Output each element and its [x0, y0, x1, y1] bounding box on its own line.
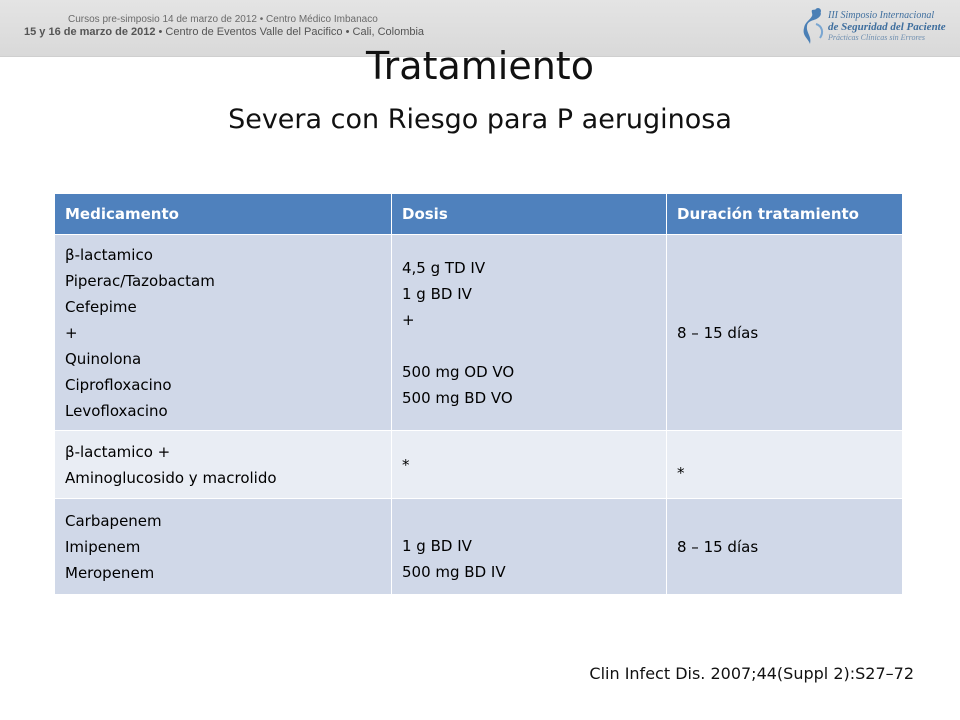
cell-dosis — [392, 235, 667, 431]
med-line: + — [65, 323, 78, 342]
dose-line: + — [402, 310, 415, 329]
banner-dates: 15 y 16 de marzo de 2012 — [24, 26, 156, 38]
med-line: β-lactamico + — [65, 442, 171, 461]
med-line: Carbapenem — [65, 511, 162, 530]
cell-medicamento — [55, 499, 392, 595]
logo-text — [828, 10, 948, 42]
slide-subtitle: Severa con Riesgo para P aeruginosa — [228, 104, 732, 135]
dose-line: 1 g BD IV — [402, 536, 472, 555]
dose-line: 500 mg BD VO — [402, 388, 513, 407]
med-line: Levofloxacino — [65, 401, 168, 420]
header-duracion: Duración tratamiento — [667, 194, 903, 235]
header-medicamento: Medicamento — [55, 194, 392, 235]
dose-line: 1 g BD IV — [402, 284, 472, 303]
med-line: Ciprofloxacino — [65, 375, 172, 394]
table-row — [55, 431, 903, 499]
cell-medicamento — [55, 431, 392, 499]
banner-event-info — [24, 26, 424, 38]
logo-figure-icon — [798, 6, 828, 48]
logo-line2: de Seguridad del Paciente — [828, 21, 946, 33]
cell-duracion: 8 – 15 días — [667, 235, 903, 431]
logo-line3: Prácticas Clínicas sin Errores — [828, 33, 925, 42]
table-row — [55, 235, 903, 431]
table-row — [55, 499, 903, 595]
med-line: Piperac/Tazobactam — [65, 271, 215, 290]
table-header-row — [55, 194, 903, 235]
med-line: Aminoglucosido y macrolido — [65, 468, 277, 487]
dose-line: 4,5 g TD IV — [402, 258, 486, 277]
cell-dosis: * — [392, 431, 667, 499]
slide-title: Tratamiento — [366, 44, 594, 88]
cell-dosis — [392, 499, 667, 595]
banner-course-info: Cursos pre-simposio 14 de marzo de 2012 • Centro Médico Imbanaco — [68, 14, 378, 25]
logo-line1: III Simposio Internacional — [828, 10, 935, 21]
med-line: Imipenem — [65, 537, 141, 556]
cell-duracion: * — [667, 431, 903, 499]
dose-spacer — [402, 333, 656, 359]
dose-line: 500 mg BD IV — [402, 562, 506, 581]
med-line: β-lactamico — [65, 245, 153, 264]
cell-medicamento — [55, 235, 392, 431]
citation: Clin Infect Dis. 2007;44(Suppl 2):S27–72 — [589, 664, 914, 683]
med-line: Cefepime — [65, 297, 137, 316]
med-line: Quinolona — [65, 349, 142, 368]
treatment-table — [54, 193, 903, 595]
med-line: Meropenem — [65, 563, 155, 582]
dose-line: 500 mg OD VO — [402, 362, 515, 381]
header-dosis: Dosis — [392, 194, 667, 235]
banner-venue: • Centro de Eventos Valle del Pacifico • Cali, Colombia — [155, 26, 425, 38]
cell-duracion: 8 – 15 días — [667, 499, 903, 595]
